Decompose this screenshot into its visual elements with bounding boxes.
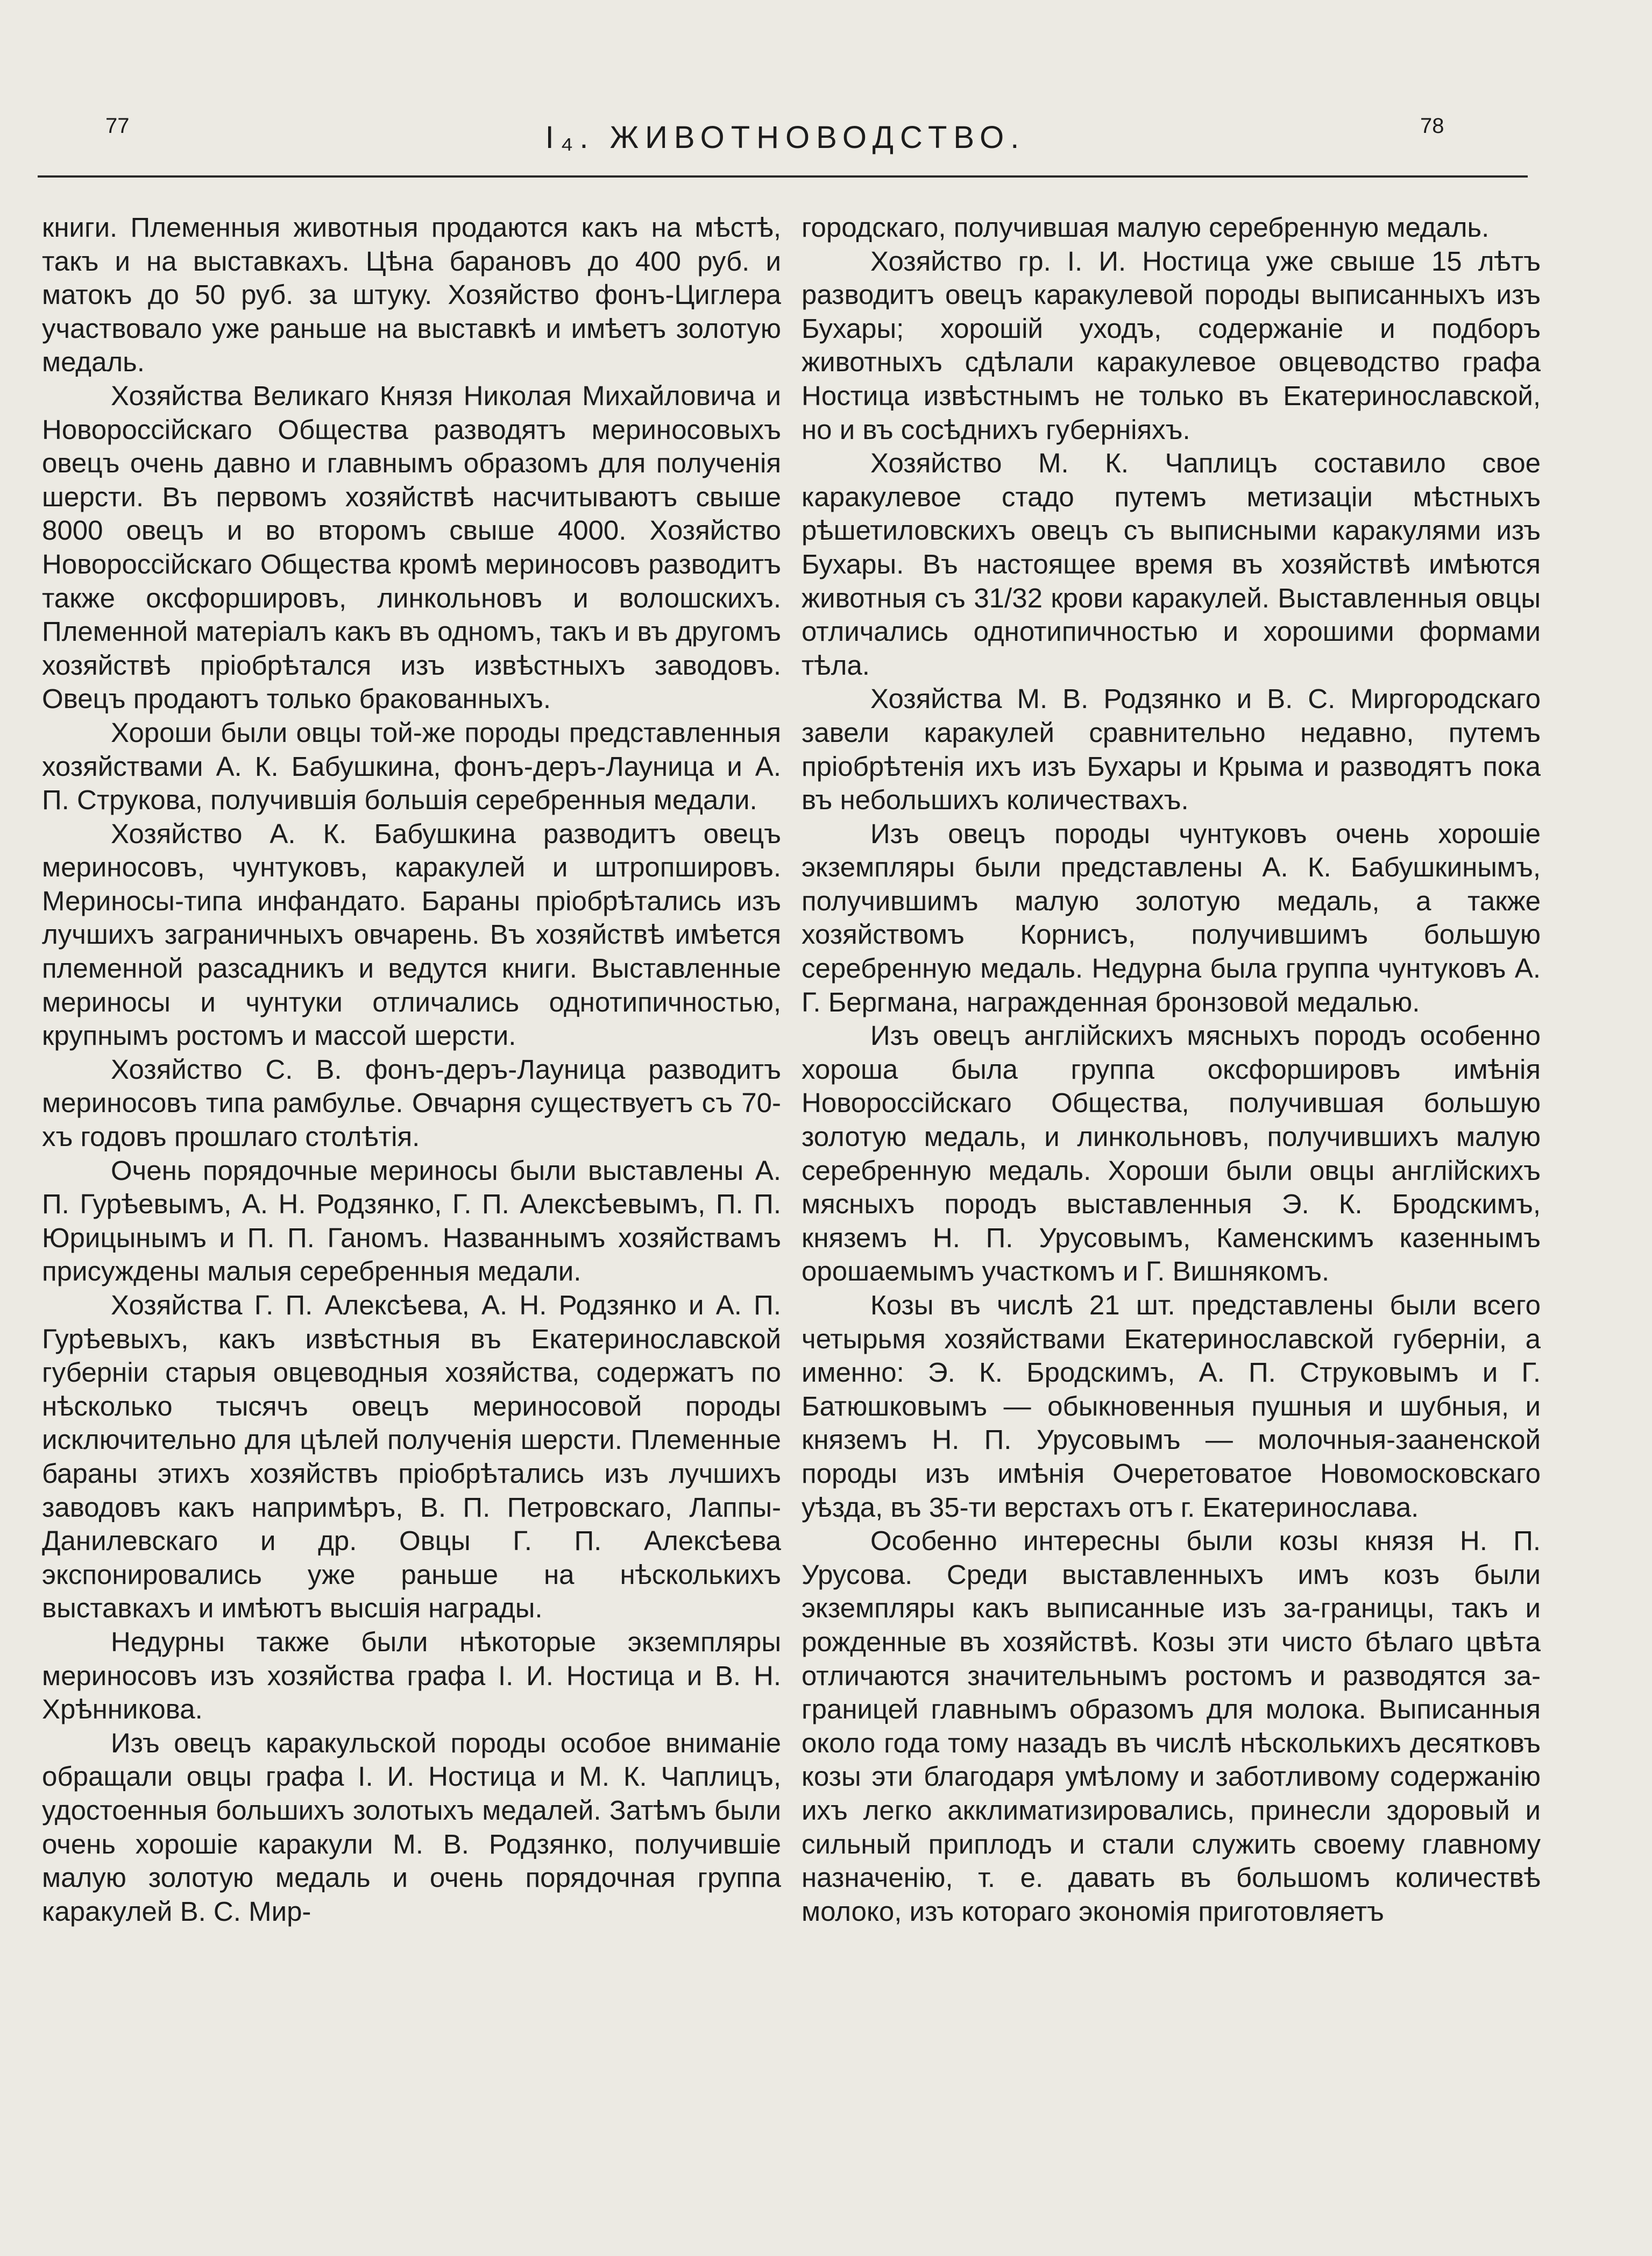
- paragraph: Хозяйства Г. П. Алексѣева, А. Н. Родзянко и А. П. Гурѣевыхъ, какъ извѣстныя въ Екатеринославской губерніи старыя овцеводныя хозяйства, содержатъ по нѣсколько тысячъ овецъ мериносовой породы исключительно для цѣлей полученія шерсти. Племенные бараны этихъ хозяйствъ пріобрѣтались изъ лучшихъ заводовъ какъ напримѣръ, В. П. Петровскаго, Лаппы-Данилевскаго и др. Овцы Г. П. Алексѣева экспонировались уже раньше на нѣсколькихъ выставкахъ и имѣютъ высшія награды.: [42, 1290, 781, 1624]
- paragraph: Недурны также были нѣкоторые экземпляры мериносовъ изъ хозяйства графа І. И. Ностица и В. Н. Хрѣнникова.: [42, 1626, 781, 1725]
- paragraph: Особенно интересны были козы князя Н. П. Урусова. Среди выставленныхъ имъ козъ были экземпляры какъ выписанные изъ за-границы, такъ и рожденные въ хозяйствѣ. Козы эти чисто бѣлаго цвѣта отличаются значительнымъ ростомъ и разводятся за-границей главнымъ образомъ для молока. Выписанныя около года тому назадъ въ числѣ нѣсколькихъ десятковъ козы эти благодаря умѣлому и заботливому содержанію ихъ легко акклиматизировались, принесли здоровый и сильный приплодъ и стали служить своему главному назначенію, т. е. давать въ большомъ количествѣ молоко, изъ котораго экономія приготовляетъ: [802, 1525, 1541, 1927]
- paragraph: книги. Племенныя животныя продаются какъ на мѣстѣ, такъ и на выставкахъ. Цѣна барановъ до 400 руб. и матокъ до 50 руб. за штуку. Хозяйство фонъ-Циглера участвовало уже раньше на выставкѣ и имѣетъ золотую медаль.: [42, 212, 781, 378]
- paragraph: Хороши были овцы той-же породы представленныя хозяйствами А. К. Бабушкина, фонъ-деръ-Лауница и А. П. Струкова, получившія большія серебренныя медали.: [42, 717, 781, 816]
- paragraph: Козы въ числѣ 21 шт. представлены были всего четырьмя хозяйствами Екатеринославской губерніи, а именно: Э. К. Бродскимъ, А. П. Струковымъ и Г. Батюшковымъ — обыкновенныя пушныя и шубныя, и княземъ Н. П. Урусовымъ — молочныя-зааненской породы изъ имѣнія Очеретоватое Новомосковскаго уѣзда, въ 35-ти верстахъ отъ г. Екатеринослава.: [802, 1290, 1541, 1523]
- left-page-number: 77: [105, 114, 130, 138]
- paragraph: Изъ овецъ англійскихъ мясныхъ породъ особенно хороша была группа оксфоршировъ имѣнія Новороссійскаго Общества, получившая большую золотую медаль, и линкольновъ, получившихъ малую серебренную медаль. Хороши были овцы англійскихъ мясныхъ породъ выставленныя Э. К. Бродскимъ, княземъ Н. П. Урусовымъ, Каменскимъ казеннымъ орошаемымъ участкомъ и Г. Вишнякомъ.: [802, 1020, 1541, 1287]
- paragraph: Хозяйства Великаго Князя Николая Михайловича и Новороссійскаго Общества разводятъ мериносовыхъ овецъ очень давно и главнымъ образомъ для полученія шерсти. Въ первомъ хозяйствѣ насчитываютъ свыше 8000 овецъ и во второмъ свыше 4000. Хозяйство Новороссійскаго Общества кромѣ мериносовъ разводитъ также оксфоршировъ, линкольновъ и волошскихъ. Племенной матеріалъ какъ въ одномъ, такъ и въ другомъ хозяйствѣ пріобрѣтался изъ извѣстныхъ заводовъ. Овецъ продаютъ только бракованныхъ.: [42, 380, 781, 715]
- left-text-column: [42, 211, 781, 1928]
- paragraph: Изъ овецъ породы чунтуковъ очень хорошіе экземпляры были представлены А. К. Бабушкинымъ, получившимъ малую золотую медаль, а также хозяйствомъ Корнисъ, получившимъ большую серебренную медаль. Недурна была группа чунтуковъ А. Г. Бергмана, награжденная бронзовой медалью.: [802, 818, 1541, 1017]
- paragraph: Изъ овецъ каракульской породы особое вниманіе обращали овцы графа І. И. Ностица и М. К. Чаплицъ, удостоенныя большихъ золотыхъ медалей. Затѣмъ были очень хорошіе каракули М. В. Родзянко, получившіе малую золотую медаль и очень порядочная группа каракулей В. С. Мир-: [42, 1727, 781, 1927]
- paragraph: городскаго, получившая малую серебренную медаль.: [802, 212, 1490, 243]
- paragraph: Очень порядочные мериносы были выставлены А. П. Гурѣевымъ, А. Н. Родзянко, Г. П. Алексѣевымъ, П. П. Юрицынымъ и П. П. Ганомъ. Названнымъ хозяйствамъ присуждены малыя серебренныя медали.: [42, 1155, 781, 1287]
- paragraph: Хозяйство гр. І. И. Ностица уже свыше 15 лѣтъ разводитъ овецъ каракулевой породы выписанныхъ изъ Бухары; хорошій уходъ, содержаніе и подборъ животныхъ сдѣлали каракулевое овцеводство графа Ностица извѣстнымъ не только въ Екатеринославской, но и въ сосѣднихъ губерніяхъ.: [802, 245, 1541, 445]
- paragraph: Хозяйство С. В. фонъ-деръ-Лауница разводитъ мериносовъ типа рамбулье. Овчарня существуетъ съ 70-хъ годовъ прошлаго столѣтія.: [42, 1053, 781, 1152]
- right-text-column: [802, 211, 1541, 1928]
- paragraph: Хозяйства М. В. Родзянко и В. С. Миргородскаго завели каракулей сравнительно недавно, путемъ пріобрѣтенія ихъ изъ Бухары и Крыма и разводятъ пока въ небольшихъ количествахъ.: [802, 683, 1541, 816]
- right-page-number: 78: [1420, 114, 1444, 138]
- header-rule: [38, 175, 1528, 178]
- running-head: I₄. ЖИВОТНОВОДСТВО.: [545, 120, 1026, 155]
- paragraph: Хозяйство М. К. Чаплицъ составило свое каракулевое стадо путемъ метизаціи мѣстныхъ рѣшетиловскихъ овецъ съ выписными каракулями изъ Бухары. Въ настоящее время въ хозяйствѣ имѣются животныя съ 31/32 крови каракулей. Выставленныя овцы отличались однотипичностью и хорошими формами тѣла.: [802, 448, 1541, 681]
- paragraph: Хозяйство А. К. Бабушкина разводитъ овецъ мериносовъ, чунтуковъ, каракулей и штропшировъ. Мериносы-типа инфандато. Бараны пріобрѣтались изъ лучшихъ заграничныхъ овчарень. Въ хозяйствѣ имѣется племенной разсадникъ и ведутся книги. Выставленные мериносы и чунтуки отличались однотипичностью, крупнымъ ростомъ и массой шерсти.: [42, 818, 781, 1051]
